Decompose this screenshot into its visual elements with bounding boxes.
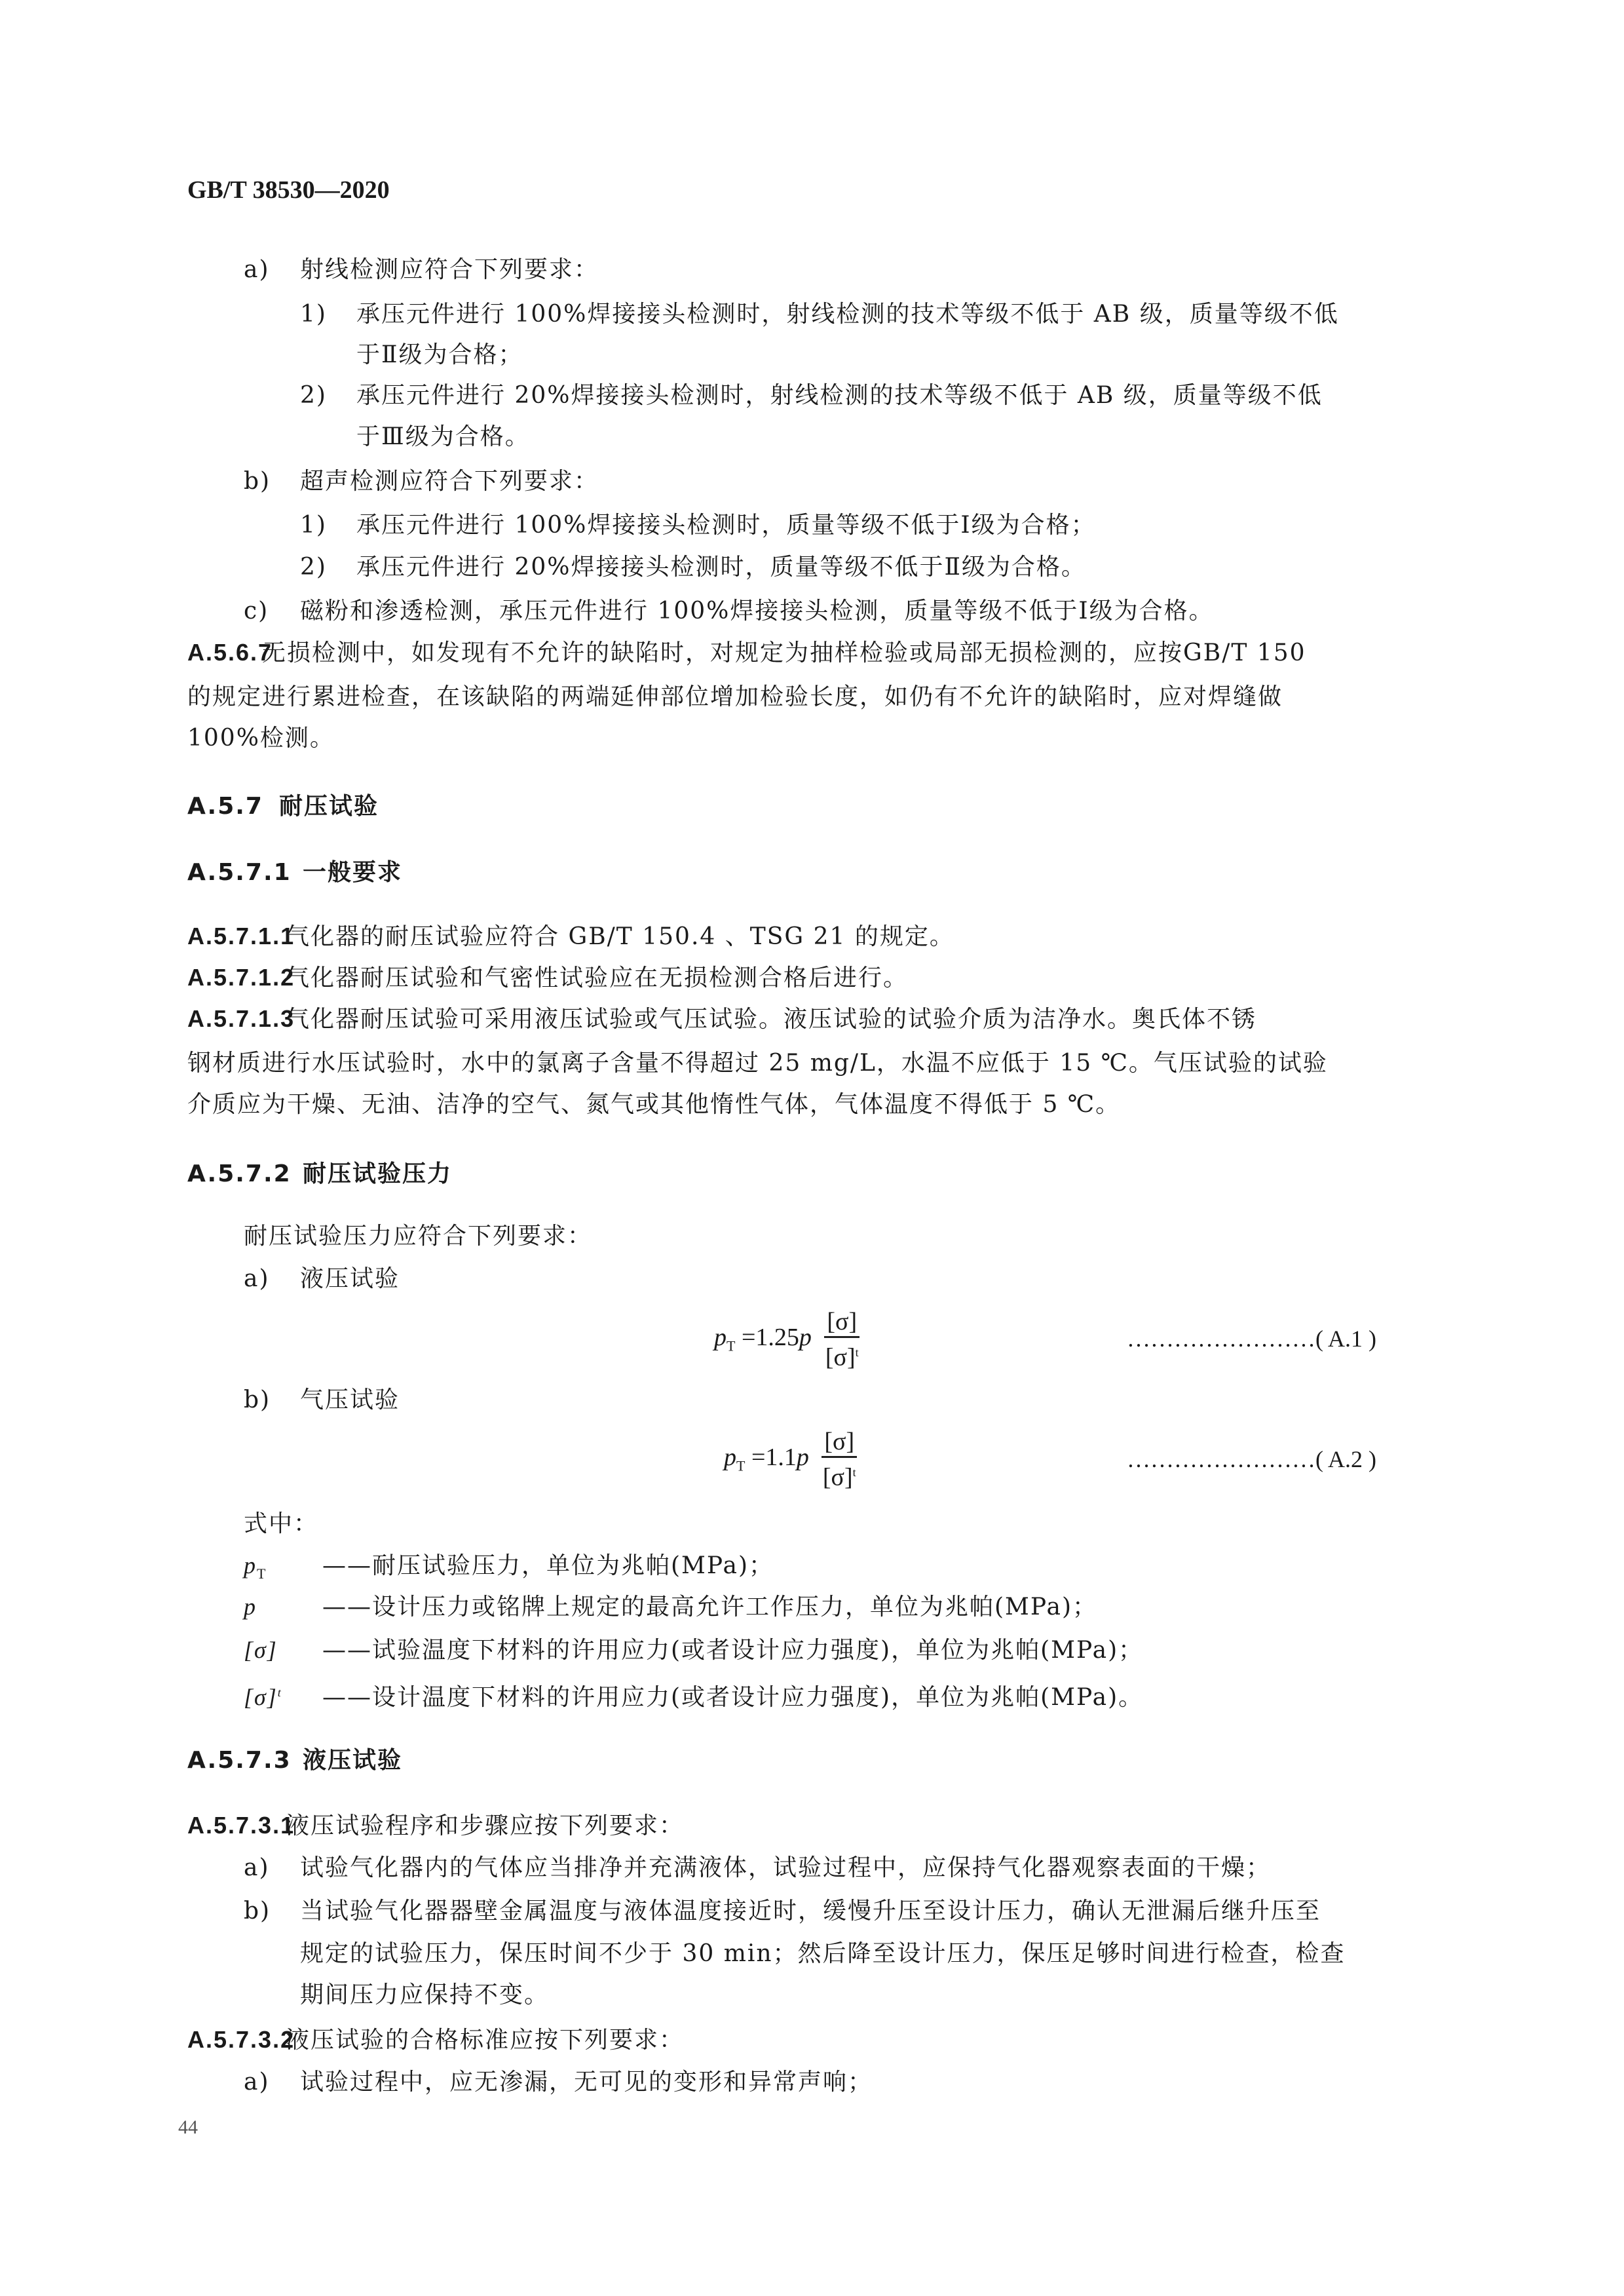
item-label: a) (244, 1854, 270, 1881)
section-number: A.5.7 (187, 793, 263, 820)
clause-a567-line2: 的规定进行累进检查，在该缺陷的两端延伸部位增加检验长度，如仍有不允许的缺陷时，应对焊缝做 (187, 683, 1283, 710)
where-item (244, 1678, 1143, 1712)
item-text: 承压元件进行 100%焊接接头检测时，质量等级不低于Ⅰ级为合格； (356, 512, 1096, 539)
clause-a567 (187, 638, 1306, 668)
formula-a1 (714, 1307, 859, 1372)
list-item-a2-cont: 于Ⅲ级为合格。 (356, 423, 530, 450)
symbol (244, 1592, 322, 1621)
clause-text: 液压试验的合格标准应按下列要求： (286, 2027, 685, 2054)
symbol (244, 1678, 322, 1712)
clause-text: 气化器的耐压试验应符合 GB/T 150.4 、TSG 21 的规定。 (286, 923, 954, 950)
formula-lhs: p (724, 1444, 736, 1472)
where-item (244, 1551, 774, 1588)
item-text: 射线检测应符合下列要求： (300, 256, 599, 283)
clause-a5712 (187, 963, 908, 993)
section-heading-a573 (187, 1746, 402, 1775)
clause-number: A.5.7.1.1 (187, 923, 295, 949)
clause-number: A.5.6.7 (187, 639, 273, 666)
item-label: b) (244, 468, 271, 495)
list-item-a2 (300, 381, 1454, 410)
equation-number: ( A.1 ) (1315, 1326, 1376, 1352)
symbol-text: p (244, 1552, 257, 1578)
item-label: a) (244, 1265, 270, 1292)
den-sup: t (852, 1466, 856, 1479)
list-item-b1 (300, 511, 1096, 540)
list-item-b2 (300, 553, 1086, 582)
leader-dots: …………………… (1127, 1446, 1315, 1472)
formula-p: p (799, 1324, 812, 1352)
list-item-b (244, 467, 599, 496)
formula-lhs: p (714, 1324, 727, 1352)
section-number: A.5.7.3 (187, 1747, 292, 1774)
symbol (244, 1636, 322, 1664)
clause-number: A.5.7.1.3 (187, 1005, 295, 1032)
symbol-desc: ——设计压力或铭牌上规定的最高允许工作压力，单位为兆帕(MPa)； (322, 1594, 1098, 1620)
item-text: 磁粉和渗透检测，承压元件进行 100%焊接接头检测，质量等级不低于Ⅰ级为合格。 (300, 598, 1214, 624)
fraction (821, 1427, 857, 1492)
item-label: c) (244, 598, 269, 624)
symbol-text: [σ] (244, 1684, 278, 1710)
where-title: 式中： (244, 1510, 319, 1537)
section-number: A.5.7.1 (187, 859, 292, 886)
intro-text: 耐压试验压力应符合下列要求： (244, 1223, 593, 1250)
den-text: [σ] (822, 1463, 853, 1491)
page-number: 44 (178, 2116, 198, 2138)
clause-text: 气化器耐压试验可采用液压试验或气压试验。液压试验的试验介质为洁净水。奥氏体不锈 (286, 1006, 1257, 1033)
list-item-a1-cont: 于Ⅱ级为合格； (356, 341, 523, 368)
clause-a567-line3: 100%检测。 (187, 725, 335, 752)
formula-ref-a1 (1127, 1325, 1376, 1352)
item-text: 试验过程中，应无渗漏，无可见的变形和异常声响； (300, 2069, 873, 2095)
section-heading-a572 (187, 1160, 452, 1189)
clause-number: A.5.7.1.2 (187, 964, 295, 991)
fraction-numerator: [σ] (824, 1307, 859, 1338)
section-heading-a571 (187, 858, 402, 887)
clause-text: 气化器耐压试验和气密性试验应在无损检测合格后进行。 (286, 965, 909, 991)
list-item-a (244, 2068, 873, 2097)
symbol-desc: ——试验温度下材料的许用应力(或者设计应力强度)，单位为兆帕(MPa)； (322, 1637, 1144, 1664)
clause-a5713 (187, 1004, 1256, 1034)
item-text: 承压元件进行 20%焊接接头检测时，质量等级不低于Ⅱ级为合格。 (356, 554, 1086, 581)
fraction-numerator: [σ] (821, 1427, 857, 1458)
item-text: 气压试验 (300, 1387, 400, 1413)
document-id: GB/T 38530—2020 (187, 176, 390, 204)
formula-p: p (796, 1444, 809, 1472)
symbol-sup: t (277, 1686, 282, 1699)
formula-coef: =1.25 (741, 1324, 799, 1352)
fraction-denominator (825, 1338, 859, 1372)
den-text: [σ] (825, 1343, 856, 1371)
formula-ref-a2 (1127, 1445, 1376, 1473)
clause-number: A.5.7.3.1 (187, 1812, 295, 1839)
item-text: 液压试验 (300, 1265, 400, 1292)
clause-a5731 (187, 1811, 684, 1841)
item-label: 1) (300, 301, 327, 328)
list-item-a (244, 1854, 1271, 1883)
symbol (244, 1551, 322, 1588)
item-label: 2) (300, 382, 327, 409)
list-item-c (244, 597, 1214, 626)
clause-text: 液压试验程序和步骤应按下列要求： (286, 1812, 685, 1839)
symbol-sub: T (257, 1565, 267, 1582)
item-label: b) (244, 1387, 271, 1413)
item-label: a) (244, 256, 270, 283)
where-item (244, 1592, 1097, 1622)
where-item (244, 1636, 1143, 1665)
clause-a5732 (187, 2025, 684, 2055)
item-label: 1) (300, 512, 327, 539)
section-title: 耐压试验压力 (303, 1160, 453, 1187)
clause-text: 无损检测中，如发现有不允许的缺陷时，对规定为抽样检验或局部无损检测的，应按GB/T 150 (262, 640, 1306, 666)
formula-a2 (724, 1427, 857, 1492)
clause-a5713-line2: 钢材质进行水压试验时，水中的氯离子含量不得超过 25 mg/L，水温不应低于 15 ℃。气压试验的试验 (187, 1050, 1328, 1077)
item-text: 超声检测应符合下列要求： (300, 468, 599, 495)
formula-coef: =1.1 (751, 1444, 797, 1472)
item-label: b) (244, 1898, 271, 1924)
den-sup: t (855, 1346, 859, 1359)
formula-label-a (244, 1265, 400, 1293)
symbol-desc: ——设计温度下材料的许用应力(或者设计应力强度)，单位为兆帕(MPa)。 (322, 1684, 1144, 1711)
formula-sub: T (727, 1337, 736, 1354)
section-title: 耐压试验 (279, 793, 379, 820)
item-text: 承压元件进行 20%焊接接头检测时，射线检测的技术等级不低于 AB 级，质量等级不低 (356, 382, 1323, 409)
item-text: 当试验气化器器壁金属温度与液体温度接近时，缓慢升压至设计压力，确认无泄漏后继升压至 (300, 1898, 1321, 1924)
section-heading-a57 (187, 792, 379, 821)
item-label: 2) (300, 554, 327, 581)
item-label: a) (244, 2069, 270, 2095)
leader-dots: …………………… (1127, 1326, 1315, 1352)
clause-number: A.5.7.3.2 (187, 2026, 295, 2053)
item-text: 承压元件进行 100%焊接接头检测时，射线检测的技术等级不低于 AB 级，质量等级不低 (356, 301, 1339, 328)
list-item-b-cont: 期间压力应保持不变。 (300, 1981, 550, 2008)
formula-label-b (244, 1386, 400, 1415)
section-number: A.5.7.2 (187, 1160, 292, 1187)
equation-number: ( A.2 ) (1315, 1446, 1376, 1472)
fraction-denominator (823, 1458, 856, 1492)
section-title: 液压试验 (303, 1747, 403, 1774)
symbol-text: p (244, 1594, 257, 1620)
symbol-text: [σ] (244, 1637, 278, 1663)
formula-sub: T (736, 1457, 746, 1474)
list-item-b-cont: 规定的试验压力，保压时间不少于 30 min；然后降至设计压力，保压足够时间进行检查，检查 (300, 1940, 1346, 1967)
clause-a5713-line3: 介质应为干燥、无油、洁净的空气、氮气或其他惰性气体，气体温度不得低于 5 ℃。 (187, 1091, 1121, 1118)
symbol-desc: ——耐压试验压力，单位为兆帕(MPa)； (322, 1552, 774, 1579)
list-item-b (244, 1897, 1321, 1926)
list-item-a1 (300, 300, 1454, 329)
list-item-a (244, 256, 599, 284)
item-text: 试验气化器内的气体应当排净并充满液体，试验过程中，应保持气化器观察表面的干燥； (300, 1854, 1272, 1881)
clause-a5711 (187, 922, 954, 951)
fraction (824, 1307, 859, 1372)
section-title: 一般要求 (303, 859, 403, 886)
